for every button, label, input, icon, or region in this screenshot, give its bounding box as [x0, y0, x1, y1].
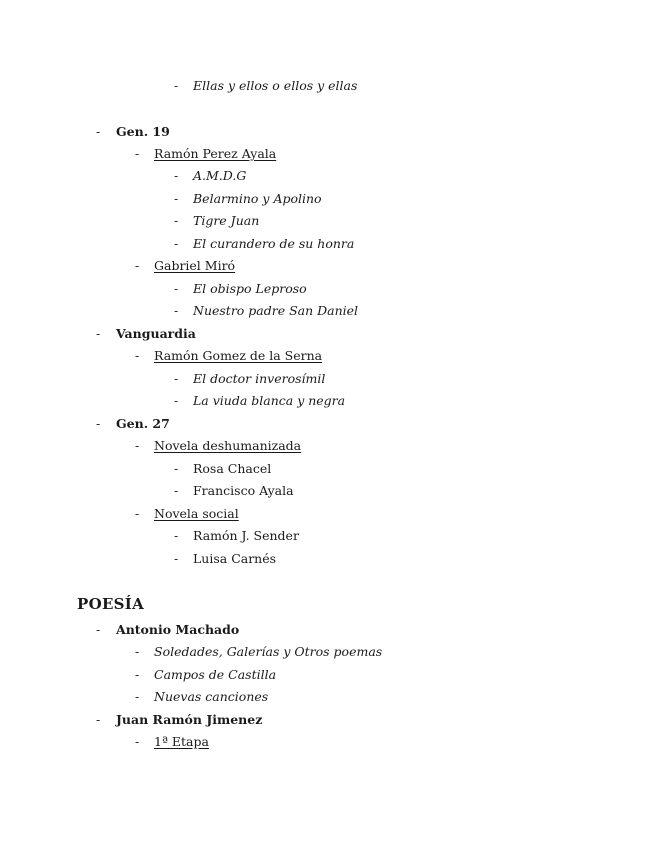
- list-dash: -: [174, 551, 179, 566]
- list-dash: -: [174, 236, 179, 251]
- list-dash: -: [135, 644, 140, 659]
- list-dash: -: [96, 622, 101, 637]
- list-item-text-level-3: El curandero de su honra: [193, 236, 355, 251]
- list-dash: -: [174, 303, 179, 318]
- list-dash: -: [135, 506, 140, 521]
- list-item-text-level-2: Ramón Gomez de la Serna: [154, 348, 323, 363]
- list-item-text-level-3: Belarmino y Apolino: [193, 191, 322, 206]
- list-item-text-level-3: El obispo Leproso: [193, 281, 307, 296]
- section-heading-poesia: POESÍA: [77, 595, 145, 613]
- list-dash: -: [174, 191, 179, 206]
- list-item-text-level-2: Soledades, Galerías y Otros poemas: [154, 644, 383, 659]
- list-dash: -: [135, 438, 140, 453]
- list-dash: -: [174, 213, 179, 228]
- list-item-text-level-1: Gen. 27: [116, 416, 170, 431]
- list-item-text-level-2: Campos de Castilla: [154, 667, 277, 682]
- list-dash: -: [135, 689, 140, 704]
- list-item-text-level-2: Novela social: [154, 506, 239, 521]
- list-dash: -: [174, 281, 179, 296]
- list-dash: -: [135, 348, 140, 363]
- list-item-text-level-3: Ramón J. Sender: [193, 528, 299, 543]
- list-dash: -: [174, 461, 179, 476]
- list-dash: -: [96, 124, 101, 139]
- list-item-text-level-2: Ramón Perez Ayala: [154, 146, 277, 161]
- list-dash: -: [174, 483, 179, 498]
- list-dash: -: [135, 734, 140, 749]
- list-item-text-level-3: Rosa Chacel: [193, 461, 272, 476]
- list-dash: -: [135, 146, 140, 161]
- list-item-text-level-2: 1ª Etapa: [154, 734, 209, 749]
- list-item-text-level-2: Novela deshumanizada: [154, 438, 302, 453]
- list-item-text-level-1: Antonio Machado: [116, 622, 240, 637]
- list-item-text-level-3: Tigre Juan: [193, 213, 260, 228]
- list-item-text-level-3: Nuestro padre San Daniel: [193, 303, 359, 318]
- list-item-text-level-3: A.M.D.G: [193, 168, 247, 183]
- list-dash: -: [135, 667, 140, 682]
- list-dash: -: [174, 371, 179, 386]
- list-dash: -: [174, 528, 179, 543]
- list-dash: -: [96, 416, 101, 431]
- list-item-text-level-3: Luisa Carnés: [193, 551, 277, 566]
- list-dash: -: [174, 393, 179, 408]
- list-item-text-level-1: Juan Ramón Jimenez: [116, 712, 263, 727]
- list-item-text-level-1: Vanguardia: [116, 326, 196, 341]
- list-dash: -: [174, 168, 179, 183]
- list-item-text-level-3: Francisco Ayala: [193, 483, 294, 498]
- list-item-text-level-2: Nuevas canciones: [154, 689, 269, 704]
- list-dash: -: [174, 78, 179, 93]
- list-item-text-level-3: Ellas y ellos o ellos y ellas: [193, 78, 358, 93]
- list-dash: -: [135, 258, 140, 273]
- list-item-text-level-2: Gabriel Miró: [154, 258, 236, 273]
- list-dash: -: [96, 326, 101, 341]
- list-item-text-level-3: El doctor inverosímil: [193, 371, 326, 386]
- list-item-text-level-1: Gen. 19: [116, 124, 170, 139]
- list-item-text-level-3: La viuda blanca y negra: [193, 393, 346, 408]
- list-dash: -: [96, 712, 101, 727]
